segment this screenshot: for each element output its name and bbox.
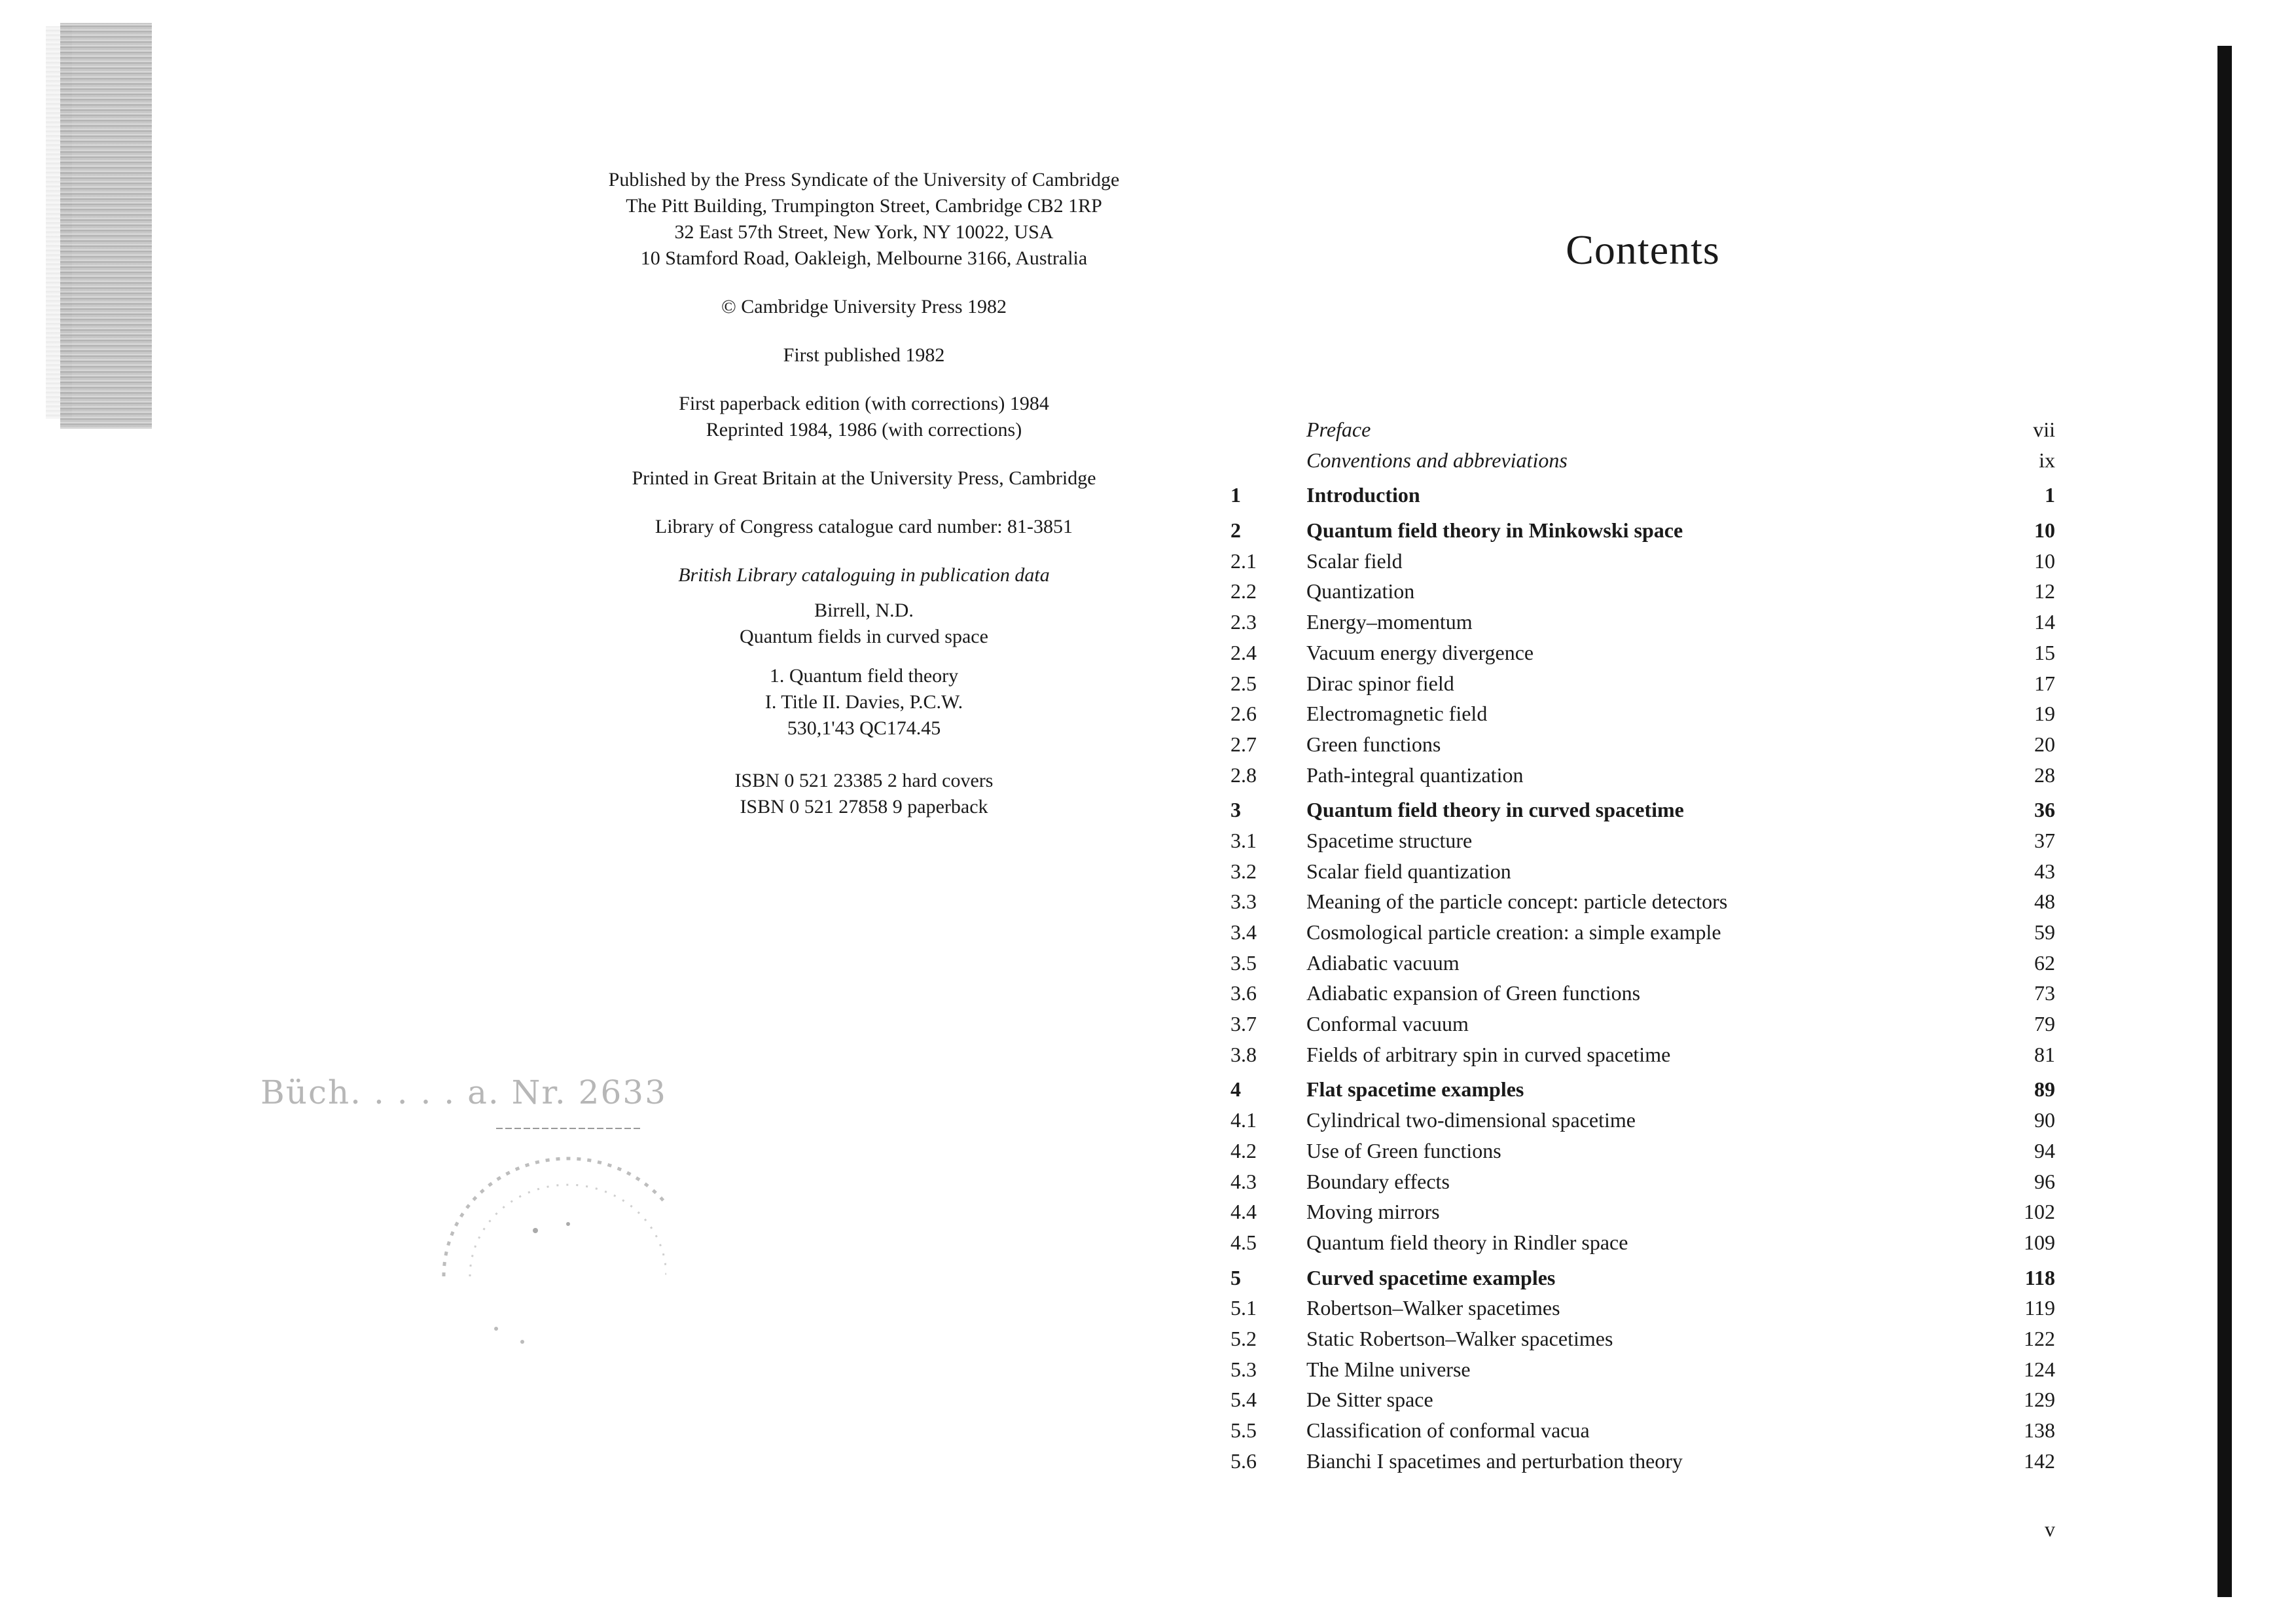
publisher-line: 10 Stamford Road, Oakleigh, Melbourne 3166, Australia — [640, 247, 1088, 269]
toc-page-number: 37 — [2034, 828, 2055, 852]
toc-number: 2 — [1230, 518, 1241, 543]
toc-number: 3.6 — [1230, 981, 1257, 1005]
toc-number: 5.1 — [1230, 1296, 1257, 1320]
toc-row — [1230, 1388, 2055, 1418]
edition-line: Reprinted 1984, 1986 (with corrections) — [706, 419, 1022, 441]
toc-row — [1230, 672, 2055, 702]
toc-page-number: 10 — [2034, 549, 2055, 573]
toc-row — [1230, 890, 2055, 920]
toc-title: Robertson–Walker spacetimes — [1306, 1296, 1560, 1320]
toc-page-number: 79 — [2034, 1012, 2055, 1036]
toc-number: 4.5 — [1230, 1230, 1257, 1254]
toc-row — [1230, 483, 2055, 514]
toc-row — [1230, 1108, 2055, 1139]
toc-row — [1230, 763, 2055, 794]
edition-block — [419, 391, 1309, 443]
toc-page-number: 12 — [2034, 579, 2055, 603]
toc-page-number: 43 — [2034, 859, 2055, 883]
toc-number: 5.6 — [1230, 1448, 1257, 1473]
toc-page-number: 59 — [2034, 920, 2055, 944]
toc-page-number: 129 — [2024, 1388, 2055, 1412]
toc-number: 4 — [1230, 1077, 1241, 1102]
toc-title: Cosmological particle creation: a simple example — [1306, 920, 1721, 944]
toc-number: 3.7 — [1230, 1012, 1257, 1036]
toc-title: The Milne universe — [1306, 1357, 1471, 1381]
toc-number: 5.5 — [1230, 1418, 1257, 1442]
toc-page-number: 124 — [2024, 1357, 2055, 1381]
toc-row — [1230, 1043, 2055, 1073]
toc-page-number: ix — [2039, 448, 2055, 472]
toc-page-number: 1 — [2045, 483, 2055, 507]
toc-row — [1230, 579, 2055, 610]
toc-number: 2.8 — [1230, 763, 1257, 787]
toc-title: Vacuum energy divergence — [1306, 640, 1534, 664]
toc-title: Bianchi I spacetimes and perturbation theory — [1306, 1448, 1683, 1473]
library-stamp-text: Büch. . . . . a. Nr. 2633 — [260, 1073, 667, 1111]
toc-number: 3.3 — [1230, 890, 1257, 914]
toc-row — [1230, 641, 2055, 672]
toc-title: Conventions and abbreviations — [1306, 448, 1568, 472]
bl-cataloguing-heading: British Library cataloguing in publication data — [678, 564, 1050, 586]
toc-title: Spacetime structure — [1306, 828, 1473, 852]
toc-number: 4.3 — [1230, 1169, 1257, 1193]
toc-title: Introduction — [1306, 483, 1420, 507]
toc-row — [1230, 829, 2055, 859]
toc-number: 2.7 — [1230, 732, 1257, 756]
toc-page-number: 20 — [2034, 732, 2055, 756]
toc-page-number: 122 — [2024, 1326, 2055, 1350]
toc-title: Curved spacetime examples — [1306, 1265, 1556, 1289]
subject-block — [419, 663, 1309, 742]
toc-title: Classification of conformal vacua — [1306, 1418, 1590, 1442]
toc-number: 4.4 — [1230, 1200, 1257, 1224]
edition-line: First paperback edition (with corrections) 1984 — [679, 393, 1049, 414]
toc-page-number: 96 — [2034, 1169, 2055, 1193]
page-folio: v — [2045, 1517, 2055, 1541]
publisher-line: 32 East 57th Street, New York, NY 10022, USA — [674, 221, 1054, 243]
toc-number: 5.2 — [1230, 1326, 1257, 1350]
contents-title: Contents — [1566, 226, 1720, 273]
toc-title: Scalar field — [1306, 549, 1403, 573]
toc-page-number: 138 — [2024, 1418, 2055, 1442]
toc-row — [1230, 1231, 2055, 1261]
subject-line: 530,1'43 QC174.45 — [787, 717, 941, 739]
toc-page-number: 62 — [2034, 950, 2055, 975]
toc-number: 3.8 — [1230, 1042, 1257, 1066]
toc-number: 1 — [1230, 483, 1241, 507]
toc-number: 2.5 — [1230, 671, 1257, 695]
toc-number: 2.6 — [1230, 702, 1257, 726]
publisher-line: Published by the Press Syndicate of the University of Cambridge — [608, 169, 1120, 190]
toc-title: Fields of arbitrary spin in curved spacetime — [1306, 1042, 1671, 1066]
toc-row — [1230, 1012, 2055, 1043]
toc-row — [1230, 702, 2055, 732]
toc-number: 3 — [1230, 798, 1241, 822]
copyright-line: © Cambridge University Press 1982 — [721, 296, 1007, 317]
toc-number: 5.4 — [1230, 1388, 1257, 1412]
toc-title: Use of Green functions — [1306, 1138, 1501, 1162]
toc-title: Adiabatic expansion of Green functions — [1306, 981, 1641, 1005]
loc-line: Library of Congress catalogue card number: 81-3851 — [655, 516, 1073, 537]
toc-title: Energy–momentum — [1306, 610, 1473, 634]
binding-edge-bar — [2217, 46, 2232, 1597]
toc-row — [1230, 951, 2055, 982]
toc-page-number: 28 — [2034, 763, 2055, 787]
toc-title: Meaning of the particle concept: particle detectors — [1306, 890, 1728, 914]
toc-row — [1230, 1449, 2055, 1480]
toc-title: Green functions — [1306, 732, 1441, 756]
toc-page-number: 109 — [2024, 1230, 2055, 1254]
toc-number: 3.2 — [1230, 859, 1257, 883]
toc-number: 3.4 — [1230, 920, 1257, 944]
toc-number: 2.1 — [1230, 549, 1257, 573]
toc-title: Boundary effects — [1306, 1169, 1450, 1193]
toc-title: De Sitter space — [1306, 1388, 1433, 1412]
toc-row — [1230, 920, 2055, 951]
toc-page-number: vii — [2033, 418, 2055, 441]
toc-title: Conformal vacuum — [1306, 1012, 1469, 1036]
toc-page-number: 142 — [2024, 1448, 2055, 1473]
toc-title: Path-integral quantization — [1306, 763, 1524, 787]
toc-title: Quantization — [1306, 579, 1415, 603]
toc-row — [1230, 859, 2055, 890]
publisher-line: The Pitt Building, Trumpington Street, Cambridge CB2 1RP — [626, 195, 1102, 217]
toc-page-number: 119 — [2024, 1296, 2055, 1320]
toc-title: Static Robertson–Walker spacetimes — [1306, 1326, 1613, 1350]
toc-row — [1230, 798, 2055, 829]
toc-row — [1230, 448, 2055, 479]
toc-title: Cylindrical two-dimensional spacetime — [1306, 1108, 1636, 1132]
toc-number: 3.1 — [1230, 828, 1257, 852]
printed-line: Printed in Great Britain at the University Press, Cambridge — [632, 467, 1096, 489]
isbn-block — [419, 768, 1309, 820]
toc-page-number: 48 — [2034, 890, 2055, 914]
toc-page-number: 14 — [2034, 610, 2055, 634]
toc-title: Electromagnetic field — [1306, 702, 1488, 726]
toc-row — [1230, 518, 2055, 549]
toc-number: 2.4 — [1230, 640, 1257, 664]
toc-page-number: 36 — [2034, 798, 2055, 822]
toc-page-number: 90 — [2034, 1108, 2055, 1132]
toc-title: Dirac spinor field — [1306, 671, 1454, 695]
imprint-page — [419, 167, 1309, 820]
toc-title: Quantum field theory in Rindler space — [1306, 1230, 1628, 1254]
isbn-line: ISBN 0 521 23385 2 hard covers — [734, 770, 994, 791]
toc-page-number: 73 — [2034, 981, 2055, 1005]
bl-block — [419, 598, 1309, 650]
toc-number: 2.2 — [1230, 579, 1257, 603]
isbn-line: ISBN 0 521 27858 9 paperback — [740, 796, 988, 818]
toc-number: 5.3 — [1230, 1357, 1257, 1381]
toc-number: 2.3 — [1230, 610, 1257, 634]
first-published-line: First published 1982 — [783, 344, 945, 366]
toc-row — [1230, 1266, 2055, 1297]
subject-line: I. Title II. Davies, P.C.W. — [764, 691, 963, 713]
toc-row — [1230, 1296, 2055, 1327]
library-seal-stamp — [260, 1067, 666, 1381]
toc-row — [1230, 1170, 2055, 1200]
toc-row — [1230, 1200, 2055, 1231]
toc-page-number: 89 — [2034, 1077, 2055, 1102]
toc-row — [1230, 1077, 2055, 1108]
toc-number: 4.2 — [1230, 1138, 1257, 1162]
toc-number: 5 — [1230, 1265, 1241, 1289]
toc-page-number: 17 — [2034, 671, 2055, 695]
toc-title: Scalar field quantization — [1306, 859, 1511, 883]
toc-page-number: 102 — [2024, 1200, 2055, 1224]
toc-row — [1230, 732, 2055, 763]
toc-title: Preface — [1306, 418, 1371, 441]
toc-row — [1230, 1418, 2055, 1449]
toc-row — [1230, 981, 2055, 1012]
toc-page-number: 10 — [2034, 518, 2055, 543]
toc-title: Quantum field theory in curved spacetime — [1306, 798, 1684, 822]
bl-line: Birrell, N.D. — [814, 600, 914, 621]
scan-edge-shadow — [60, 23, 152, 429]
toc-page-number: 94 — [2034, 1138, 2055, 1162]
toc-page-number: 118 — [2024, 1265, 2055, 1289]
publisher-block — [419, 167, 1309, 272]
toc-row — [1230, 1327, 2055, 1358]
toc-page-number: 15 — [2034, 640, 2055, 664]
toc-title: Adiabatic vacuum — [1306, 950, 1460, 975]
subject-line: 1. Quantum field theory — [769, 665, 959, 687]
toc-row — [1230, 418, 2055, 448]
toc-row — [1230, 549, 2055, 580]
toc-number: 4.1 — [1230, 1108, 1257, 1132]
toc-number: 3.5 — [1230, 950, 1257, 975]
table-of-contents — [1230, 418, 2055, 1479]
toc-title: Moving mirrors — [1306, 1200, 1440, 1224]
toc-title: Quantum field theory in Minkowski space — [1306, 518, 1683, 543]
toc-row — [1230, 1139, 2055, 1170]
toc-title: Flat spacetime examples — [1306, 1077, 1524, 1102]
toc-page-number: 81 — [2034, 1042, 2055, 1066]
toc-page-number: 19 — [2034, 702, 2055, 726]
toc-row — [1230, 610, 2055, 641]
toc-row — [1230, 1358, 2055, 1388]
bl-line: Quantum fields in curved space — [740, 626, 988, 647]
